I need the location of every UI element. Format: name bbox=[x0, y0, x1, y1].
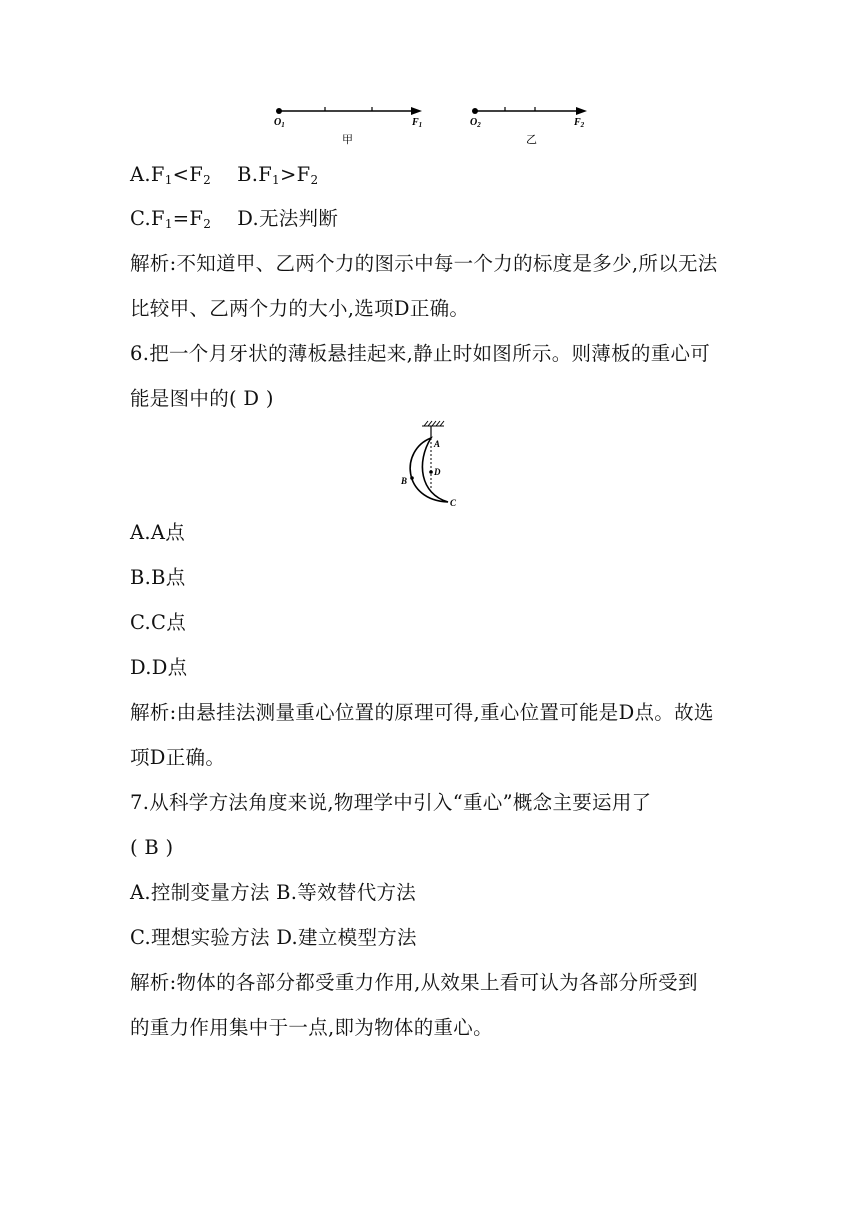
q6-stem-line-1: 6.把一个月牙状的薄板悬挂起来,静止时如图所示。则薄板的重心可 bbox=[130, 342, 711, 365]
label-a: A bbox=[434, 439, 441, 449]
q6-option-b: B.B点 bbox=[130, 566, 186, 589]
label-b: B bbox=[401, 476, 408, 486]
crescent-plate bbox=[410, 438, 448, 502]
force-diagram-jia bbox=[274, 107, 422, 146]
q7-stem-line-1: 7.从科学方法角度来说,物理学中引入“重心”概念主要运用了 bbox=[130, 791, 652, 814]
q6-stem-line-2: 能是图中的( D ) bbox=[130, 387, 274, 410]
q5-option-b: $B.F_1>F_2$ bbox=[237, 163, 319, 187]
svg-text:O2: $O_2$ bbox=[470, 117, 481, 129]
q6-analysis-line-1: 解析:由悬挂法测量重心位置的原理可得,重心位置可能是D点。故选 bbox=[130, 701, 714, 724]
q7-analysis-line-1: 解析:物体的各部分都受重力作用,从效果上看可认为各部分所受到 bbox=[130, 971, 698, 994]
q7-stem-line-2: ( B ) bbox=[130, 836, 174, 859]
label-d: D bbox=[434, 467, 441, 477]
svg-text:乙: 乙 bbox=[526, 134, 537, 146]
q6-analysis-line-2: 项D正确。 bbox=[130, 746, 226, 769]
ceiling-hatch bbox=[422, 421, 444, 426]
q6-option-d: D.D点 bbox=[130, 656, 188, 679]
q5-options-row-2 bbox=[130, 206, 338, 237]
label-c: C bbox=[450, 498, 457, 508]
q7-options-line-1: A.控制变量方法 B.等效替代方法 bbox=[130, 881, 417, 904]
svg-text:F2: $F_2$ bbox=[574, 117, 585, 129]
force-diagrams-figure bbox=[260, 98, 600, 150]
q5-option-c: $C.F_1=F_2$ bbox=[130, 207, 212, 231]
force-diagram-yi bbox=[470, 107, 587, 146]
crescent-plate-figure bbox=[392, 420, 472, 512]
svg-text:F1: $F_1$ bbox=[412, 117, 423, 129]
q7-options-line-2: C.理想实验方法 D.建立模型方法 bbox=[130, 926, 417, 949]
q6-option-c: C.C点 bbox=[130, 611, 187, 634]
q5-option-d: D.无法判断 bbox=[237, 207, 339, 230]
svg-text:O1: $O_1$ bbox=[274, 117, 285, 129]
q7-analysis-line-2: 的重力作用集中于一点,即为物体的重心。 bbox=[130, 1016, 493, 1039]
svg-text:甲: 甲 bbox=[342, 134, 353, 146]
q5-analysis-line-1: 解析:不知道甲、乙两个力的图示中每一个力的标度是多少,所以无法 bbox=[130, 252, 718, 275]
q5-analysis-line-2: 比较甲、乙两个力的大小,选项D正确。 bbox=[130, 297, 470, 320]
q5-option-a: $A.F_1<F_2$ bbox=[130, 163, 212, 187]
q5-options-row-1 bbox=[130, 162, 318, 193]
q6-option-a: A.A点 bbox=[130, 521, 186, 544]
